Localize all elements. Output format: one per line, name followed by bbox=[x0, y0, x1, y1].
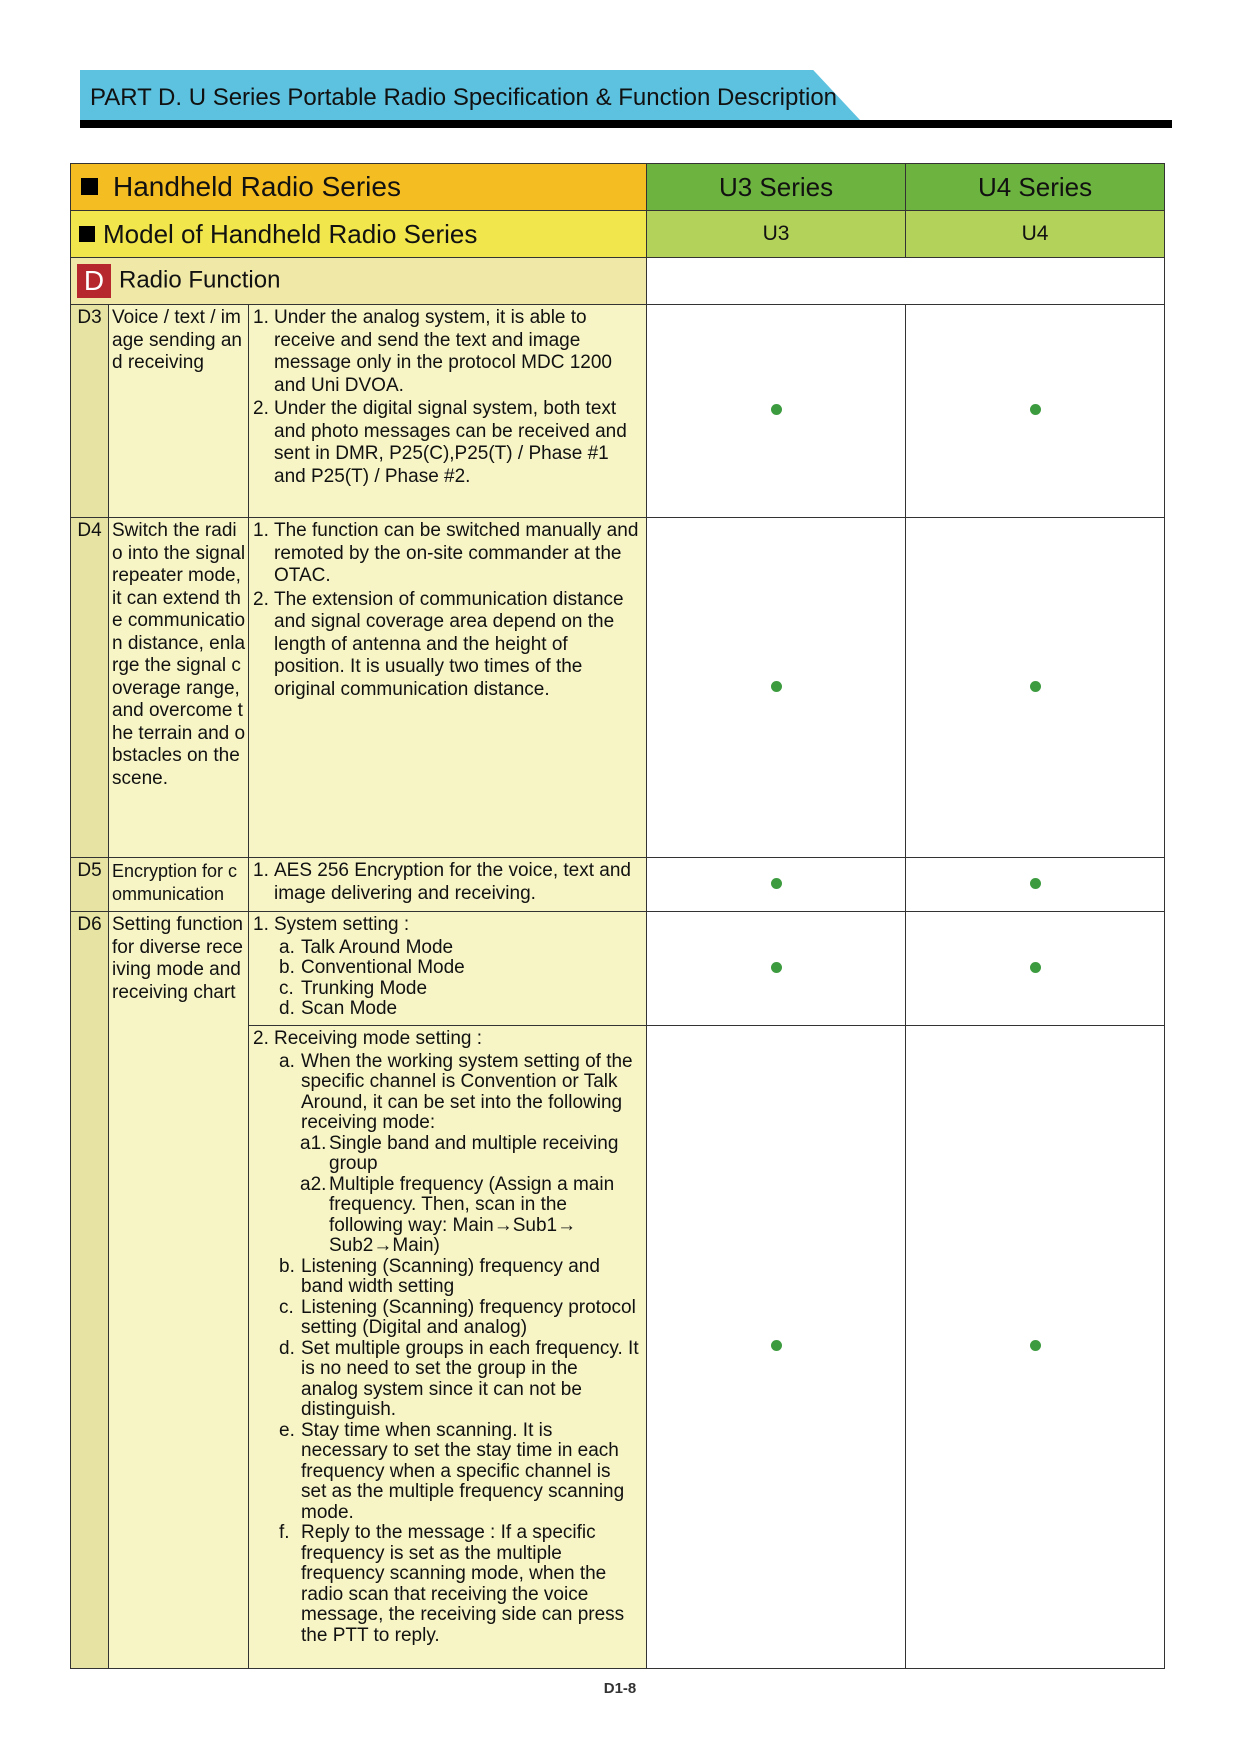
handheld-series-label: Handheld Radio Series bbox=[113, 171, 401, 202]
u4-support bbox=[906, 518, 1165, 858]
list-item bbox=[253, 398, 640, 488]
item-number: 2. bbox=[253, 1028, 269, 1049]
support-dot-icon bbox=[1030, 1340, 1041, 1351]
sub-sub-item bbox=[279, 1134, 640, 1175]
row-description bbox=[249, 305, 647, 518]
list-item bbox=[253, 860, 640, 905]
row-id: D5 bbox=[71, 858, 109, 912]
table-row bbox=[71, 912, 1165, 1026]
sub-item bbox=[279, 1339, 640, 1421]
item-text: System setting : bbox=[274, 914, 410, 935]
sub-item bbox=[279, 999, 640, 1020]
sub-item-letter: a2. bbox=[300, 1173, 327, 1195]
item-number: 1. bbox=[253, 860, 269, 881]
handheld-series-header bbox=[71, 164, 647, 211]
row-name: Setting function for diverse receiving mode and receiving chart bbox=[109, 912, 249, 1669]
row-name: Encryption for communication bbox=[109, 858, 249, 912]
row-description bbox=[249, 518, 647, 858]
row-id: D4 bbox=[71, 518, 109, 858]
sub-item-text: Conventional Mode bbox=[301, 957, 465, 978]
support-dot-icon bbox=[1030, 404, 1041, 415]
support-dot-icon bbox=[1030, 878, 1041, 889]
row-description bbox=[249, 1026, 647, 1669]
u4-series-header: U4 Series bbox=[906, 164, 1165, 211]
sub-item bbox=[279, 1523, 640, 1646]
page-title: PART D. U Series Portable Radio Specification & Function Description bbox=[90, 84, 838, 111]
page-number: D1-8 bbox=[603, 1680, 637, 1697]
sub-item-text: Multiple frequency (Assign a main frequency. Then, scan in the following way: Main→Sub1→ Sub2→Main) bbox=[329, 1173, 615, 1256]
section-blank bbox=[647, 258, 1165, 305]
sub-item-text: Talk Around Mode bbox=[301, 936, 454, 958]
sub-item bbox=[279, 938, 640, 959]
sub-item-letter: e. bbox=[279, 1419, 295, 1441]
item-number: 1. bbox=[253, 307, 269, 328]
table-row bbox=[71, 858, 1165, 912]
u3-support bbox=[647, 858, 906, 912]
square-bullet-icon bbox=[81, 178, 98, 195]
section-row bbox=[71, 258, 1165, 305]
u4-support bbox=[906, 912, 1165, 1026]
support-dot-icon bbox=[771, 878, 782, 889]
sub-item-letter: a1. bbox=[300, 1132, 327, 1154]
support-dot-icon bbox=[771, 962, 782, 973]
row-id: D6 bbox=[71, 912, 109, 1669]
item-text: AES 256 Encryption for the voice, text and image delivering and receiving. bbox=[274, 860, 631, 904]
u3-series-header: U3 Series bbox=[647, 164, 906, 211]
sub-item-letter: a. bbox=[279, 936, 295, 958]
section-letter-badge: D bbox=[77, 264, 111, 298]
sub-list bbox=[253, 1052, 640, 1647]
u3-support bbox=[647, 912, 906, 1026]
item-number: 2. bbox=[253, 588, 269, 610]
section-label: Radio Function bbox=[119, 266, 281, 294]
model-header bbox=[71, 211, 647, 258]
support-dot-icon bbox=[1030, 962, 1041, 973]
sub-item bbox=[279, 1052, 640, 1134]
sub-item-text: Scan Mode bbox=[301, 998, 398, 1019]
sub-item-text: Single band and multiple receiving group bbox=[329, 1132, 619, 1174]
item-text: Under the digital signal system, both text and photo messages can be received and sent in DMR, P25(C),P25(T) / Phase #1 and P25(T) / Phase #2. bbox=[274, 398, 627, 487]
u3-support bbox=[647, 1026, 906, 1669]
sub-item-letter: d. bbox=[279, 1337, 295, 1359]
u4-support bbox=[906, 858, 1165, 912]
sub-item-letter: c. bbox=[279, 977, 294, 999]
sub-item bbox=[279, 979, 640, 1000]
sub-item-letter: d. bbox=[279, 998, 295, 1019]
sub-item-text: Trunking Mode bbox=[301, 977, 428, 999]
sub-item-text: Set multiple groups in each frequency. It is no need to set the group in the analog system since it can not be distinguish. bbox=[301, 1337, 639, 1420]
u3-support bbox=[647, 305, 906, 518]
list-item bbox=[253, 1028, 640, 1051]
list-item bbox=[253, 589, 640, 702]
header-row-series bbox=[71, 164, 1165, 211]
square-bullet-icon bbox=[79, 226, 95, 242]
row-id: D3 bbox=[71, 305, 109, 518]
sub-item-letter: f. bbox=[279, 1522, 290, 1543]
item-number: 2. bbox=[253, 398, 269, 419]
sub-item-text: Listening (Scanning) frequency and band width setting bbox=[301, 1255, 600, 1297]
u4-model: U4 bbox=[906, 211, 1165, 258]
sub-item-letter: c. bbox=[279, 1296, 294, 1318]
support-dot-icon bbox=[771, 404, 782, 415]
section-header bbox=[71, 258, 647, 305]
sub-item bbox=[279, 1298, 640, 1339]
u4-support bbox=[906, 1026, 1165, 1669]
support-dot-icon bbox=[1030, 681, 1041, 692]
spec-table bbox=[70, 163, 1165, 1669]
row-name: Voice / text / image sending and receiving bbox=[109, 305, 249, 518]
sub-item-text: Reply to the message : If a specific frequency is set as the multiple frequency scanning mode, when the radio scan that receiving the voice message, the receiving side can press the PTT to reply. bbox=[301, 1522, 625, 1646]
table-row bbox=[71, 518, 1165, 858]
sub-item-text: Stay time when scanning. It is necessary to set the stay time in each frequency when a specific channel is set as the multiple frequency scanning mode. bbox=[301, 1419, 625, 1523]
row-description bbox=[249, 912, 647, 1026]
sub-sub-item bbox=[279, 1175, 640, 1257]
sub-item-text: Listening (Scanning) frequency protocol setting (Digital and analog) bbox=[301, 1296, 636, 1338]
sub-item bbox=[279, 1421, 640, 1524]
title-rule bbox=[80, 120, 1172, 128]
sub-item bbox=[279, 1257, 640, 1298]
table-row bbox=[71, 305, 1165, 518]
list-item bbox=[253, 307, 640, 397]
sub-item bbox=[279, 958, 640, 979]
item-text: The extension of communication distance and signal coverage area depend on the length of antenna and the height of position. It is usually two times of the original communication distance. bbox=[274, 588, 624, 700]
item-text: Receiving mode setting : bbox=[274, 1028, 483, 1049]
row-name: Switch the radio into the signal repeater mode, it can extend the communication distance, enlarge the signal coverage range, and overcome the terrain and obstacles on the scene. bbox=[109, 518, 249, 858]
sub-item-text: When the working system setting of the specific channel is Convention or Talk Around, it can be set into the following receiving mode: bbox=[301, 1050, 633, 1133]
header-row-models bbox=[71, 211, 1165, 258]
item-text: Under the analog system, it is able to receive and send the text and image message only in the protocol MDC 1200 and Uni DVOA. bbox=[274, 307, 612, 396]
row-description bbox=[249, 858, 647, 912]
list-item bbox=[253, 520, 640, 588]
sub-item-letter: b. bbox=[279, 957, 295, 978]
item-text: The function can be switched manually and remoted by the on-site commander at the OTAC. bbox=[274, 520, 639, 586]
sub-item-letter: a. bbox=[279, 1050, 295, 1072]
item-number: 1. bbox=[253, 914, 269, 935]
u3-model: U3 bbox=[647, 211, 906, 258]
list-item bbox=[253, 914, 640, 937]
item-number: 1. bbox=[253, 520, 269, 541]
u3-support bbox=[647, 518, 906, 858]
support-dot-icon bbox=[771, 1340, 782, 1351]
u4-support bbox=[906, 305, 1165, 518]
model-label: Model of Handheld Radio Series bbox=[103, 218, 478, 249]
sub-list bbox=[253, 938, 640, 1020]
sub-item-letter: b. bbox=[279, 1255, 295, 1277]
support-dot-icon bbox=[771, 681, 782, 692]
